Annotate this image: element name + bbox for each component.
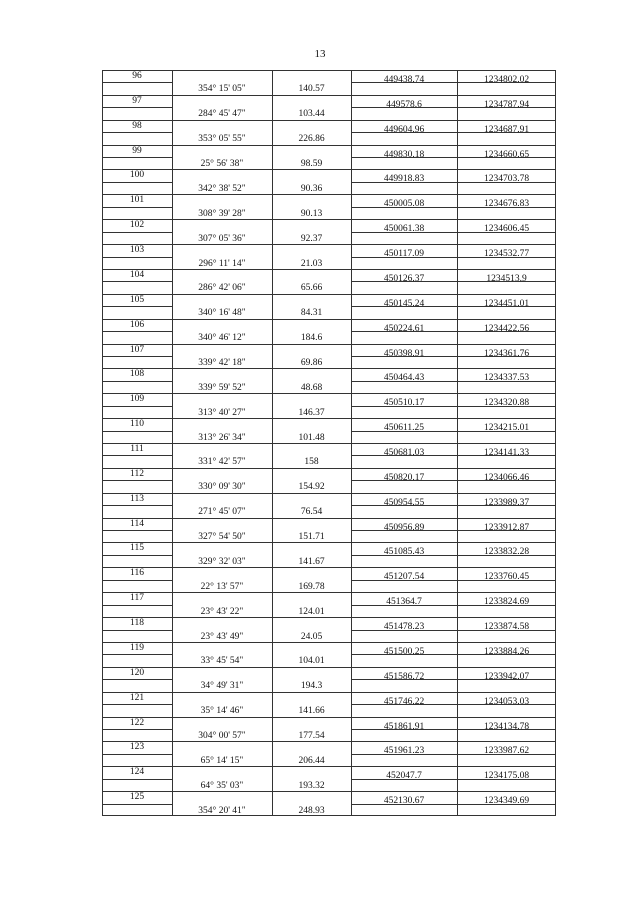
segment-distance: 103.44 [298,109,325,120]
point-y-coordinate: 1233874.58 [483,622,530,633]
point-number: 115 [130,543,144,554]
point-x-coordinate: 451478.23 [383,622,425,633]
point-number: 105 [129,294,145,305]
point-x-coordinate: 450820.17 [383,472,425,483]
point-y-coordinate: 1233832.28 [483,547,530,558]
table-hline-mid [102,704,172,705]
segment-distance: 194.3 [300,681,323,692]
table-hline-mid [102,804,172,805]
point-number: 114 [130,518,144,529]
point-number: 116 [130,568,144,579]
segment-angle: 304° 00' 57" [198,730,246,741]
point-number: 110 [130,419,144,430]
point-x-coordinate: 449830.18 [383,149,425,160]
point-y-coordinate: 1233824.69 [483,597,530,608]
table-hline-mid [102,157,172,158]
segment-distance: 21.03 [300,258,323,269]
table-hline-mid [102,754,172,755]
point-y-coordinate: 1234451.01 [483,298,530,309]
point-x-coordinate: 450464.43 [383,373,425,384]
point-number: 96 [132,71,142,81]
segment-angle: 64° 35' 03" [200,780,244,791]
table-hline-mid [102,455,172,456]
point-y-coordinate: 1234703.78 [483,174,530,185]
point-y-coordinate: 1234215.01 [483,423,530,434]
segment-angle: 313° 26' 34" [198,432,246,443]
point-y-coordinate: 1234141.33 [483,448,530,458]
segment-distance: 151.71 [298,532,325,543]
point-number: 112 [130,468,144,479]
segment-angle: 25° 56' 38" [200,159,244,170]
point-number: 97 [132,95,142,106]
point-number: 109 [129,394,145,405]
point-number: 121 [129,692,145,703]
point-number: 113 [130,493,144,504]
segment-angle: 35° 14' 46" [200,706,244,717]
point-number: 119 [130,642,144,653]
segment-distance: 226.86 [298,134,325,145]
point-y-coordinate: 1234175.08 [483,771,530,782]
point-y-coordinate: 1234532.77 [483,249,530,260]
segment-angle: 354° 20' 41" [198,805,246,816]
table-hline-mid [102,356,172,357]
table-hline-mid [102,555,172,556]
point-y-coordinate: 1233987.62 [483,746,530,757]
table-hline-mid [102,480,172,481]
table-hline-mid [102,530,172,531]
coordinates-table [102,70,556,816]
point-x-coordinate: 452047.7 [386,771,422,782]
point-x-coordinate: 450126.37 [383,273,425,284]
point-x-coordinate: 449438.74 [383,75,425,85]
segment-angle: 342° 38' 52" [198,183,246,194]
segment-angle: 340° 16' 48" [198,308,246,319]
segment-distance: 76.54 [300,507,323,518]
table-hline-mid [102,207,172,208]
segment-angle: 354° 15' 05" [198,84,246,95]
point-y-coordinate: 1234349.69 [483,796,530,807]
point-y-coordinate: 1234687.91 [483,124,530,135]
point-y-coordinate: 1233912.87 [483,522,530,533]
point-x-coordinate: 450954.55 [383,497,425,508]
segment-angle: 339° 42' 18" [198,357,246,368]
segment-distance: 92.37 [300,233,323,244]
segment-distance: 101.48 [298,432,325,443]
point-y-coordinate: 1234134.78 [483,721,530,732]
point-y-coordinate: 1234320.88 [483,398,530,409]
point-y-coordinate: 1234422.56 [483,323,530,334]
table-hline-mid [102,257,172,258]
point-y-coordinate: 1234787.94 [483,99,530,110]
point-x-coordinate: 449578.6 [386,99,422,110]
table-hline-mid [102,232,172,233]
segment-angle: 23° 43' 22" [200,606,244,617]
table-hline-mid [102,306,172,307]
table-hline-mid [102,406,172,407]
table-hline-mid [102,505,172,506]
point-x-coordinate: 450510.17 [383,398,425,409]
table-hline-mid [102,654,172,655]
segment-angle: 327° 54' 50" [198,532,246,543]
point-x-coordinate: 451364.7 [386,597,422,608]
table-hline-mid [102,132,172,133]
segment-angle: 33° 45' 54" [200,656,244,667]
point-y-coordinate: 1233760.45 [483,572,530,583]
point-y-coordinate: 1234606.45 [483,224,530,235]
segment-angle: 329° 32' 03" [198,556,246,567]
segment-distance: 84.31 [300,308,323,319]
point-y-coordinate: 1234361.76 [483,348,530,359]
point-number: 102 [129,220,145,231]
point-x-coordinate: 451586.72 [383,671,425,682]
point-y-coordinate: 1234066.46 [483,472,530,483]
table-hline-mid [102,82,172,83]
segment-angle: 340° 46' 12" [198,333,246,344]
page-number: 13 [314,48,326,60]
point-number: 124 [129,767,145,778]
point-number: 103 [129,245,145,256]
point-number: 125 [129,792,145,803]
point-y-coordinate: 1234676.83 [483,199,530,210]
segment-angle: 296° 11' 14" [198,258,246,269]
point-number: 107 [129,344,145,355]
segment-angle: 65° 14' 15" [200,755,244,766]
point-x-coordinate: 450224.61 [383,323,425,334]
segment-distance: 90.13 [300,208,323,219]
table-hline-mid [102,580,172,581]
point-y-coordinate: 1233884.26 [483,646,530,657]
table-hline-mid [102,381,172,382]
point-number: 118 [130,618,144,629]
point-x-coordinate: 450611.25 [383,423,425,434]
point-x-coordinate: 451085.43 [383,547,425,558]
point-x-coordinate: 450005.08 [383,199,425,210]
point-x-coordinate: 450956.89 [383,522,425,533]
table-hline-mid [102,779,172,780]
segment-angle: 330° 09' 30" [198,482,246,493]
segment-distance: 184.6 [300,333,323,344]
segment-distance: 154.92 [298,482,325,493]
segment-distance: 169.78 [298,581,325,592]
table-hline-mid [102,107,172,108]
point-y-coordinate: 1234513.9 [486,273,527,284]
point-x-coordinate: 450145.24 [383,298,425,309]
point-number: 111 [130,444,144,454]
table-hline-mid [102,182,172,183]
segment-angle: 23° 43' 49" [200,631,244,642]
point-number: 100 [129,170,145,181]
segment-distance: 141.67 [298,556,325,567]
segment-distance: 65.66 [300,283,323,294]
point-y-coordinate: 1234660.65 [483,149,530,160]
point-number: 122 [129,717,145,728]
segment-distance: 146.37 [298,407,325,418]
table-hline-mid [102,679,172,680]
segment-distance: 104.01 [298,656,325,667]
point-x-coordinate: 451207.54 [383,572,425,583]
point-y-coordinate: 1233989.37 [483,497,530,508]
point-number: 99 [132,145,142,156]
point-y-coordinate: 1234802.02 [483,75,530,85]
table-hline-mid [102,605,172,606]
point-x-coordinate: 450117.09 [383,249,425,260]
point-number: 123 [129,742,145,753]
segment-distance: 206.44 [298,755,325,766]
segment-distance: 141.66 [298,706,325,717]
point-x-coordinate: 451500.25 [383,646,425,657]
point-x-coordinate: 449604.96 [383,124,425,135]
point-number: 101 [129,195,145,206]
table-hline-mid [102,630,172,631]
segment-angle: 22° 13' 57" [200,581,244,592]
segment-angle: 284° 45' 47" [198,109,246,120]
segment-angle: 353° 05' 55" [198,134,246,145]
point-x-coordinate: 451746.22 [383,696,425,707]
segment-distance: 193.32 [298,780,325,791]
point-x-coordinate: 450398.91 [383,348,425,359]
segment-angle: 308° 39' 28" [198,208,246,219]
table-hline-mid [102,331,172,332]
segment-distance: 98.59 [300,159,323,170]
point-x-coordinate: 449918.83 [383,174,425,185]
point-number: 98 [132,120,142,131]
point-x-coordinate: 451961.23 [383,746,425,757]
point-x-coordinate: 451861.91 [383,721,425,732]
point-x-coordinate: 450681.03 [383,448,425,458]
segment-distance: 90.36 [300,183,323,194]
table-hline-mid [102,729,172,730]
point-number: 108 [129,369,145,380]
segment-distance: 177.54 [298,730,325,741]
segment-angle: 286° 42' 06" [198,283,246,294]
segment-distance: 158 [304,457,319,468]
segment-distance: 124.01 [298,606,325,617]
segment-angle: 331° 42' 57" [198,457,246,468]
segment-angle: 34° 49' 31" [200,681,244,692]
table-hline-mid [102,431,172,432]
segment-distance: 24.05 [300,631,323,642]
segment-angle: 313° 40' 27" [198,407,246,418]
point-y-coordinate: 1234053.03 [483,696,530,707]
segment-angle: 307° 05' 36" [198,233,246,244]
point-y-coordinate: 1234337.53 [483,373,530,384]
point-number: 104 [129,269,145,280]
point-x-coordinate: 450061.38 [383,224,425,235]
segment-distance: 69.86 [300,357,323,368]
point-number: 117 [130,593,144,604]
segment-angle: 339° 59' 52" [198,382,246,393]
table-hline-mid [102,281,172,282]
segment-distance: 48.68 [300,382,323,393]
segment-distance: 248.93 [298,805,325,816]
segment-angle: 271° 45' 07" [198,507,246,518]
point-x-coordinate: 452130.67 [383,796,425,807]
point-number: 106 [129,319,145,330]
point-number: 120 [129,667,145,678]
point-y-coordinate: 1233942.07 [483,671,530,682]
segment-distance: 140.57 [298,84,325,95]
